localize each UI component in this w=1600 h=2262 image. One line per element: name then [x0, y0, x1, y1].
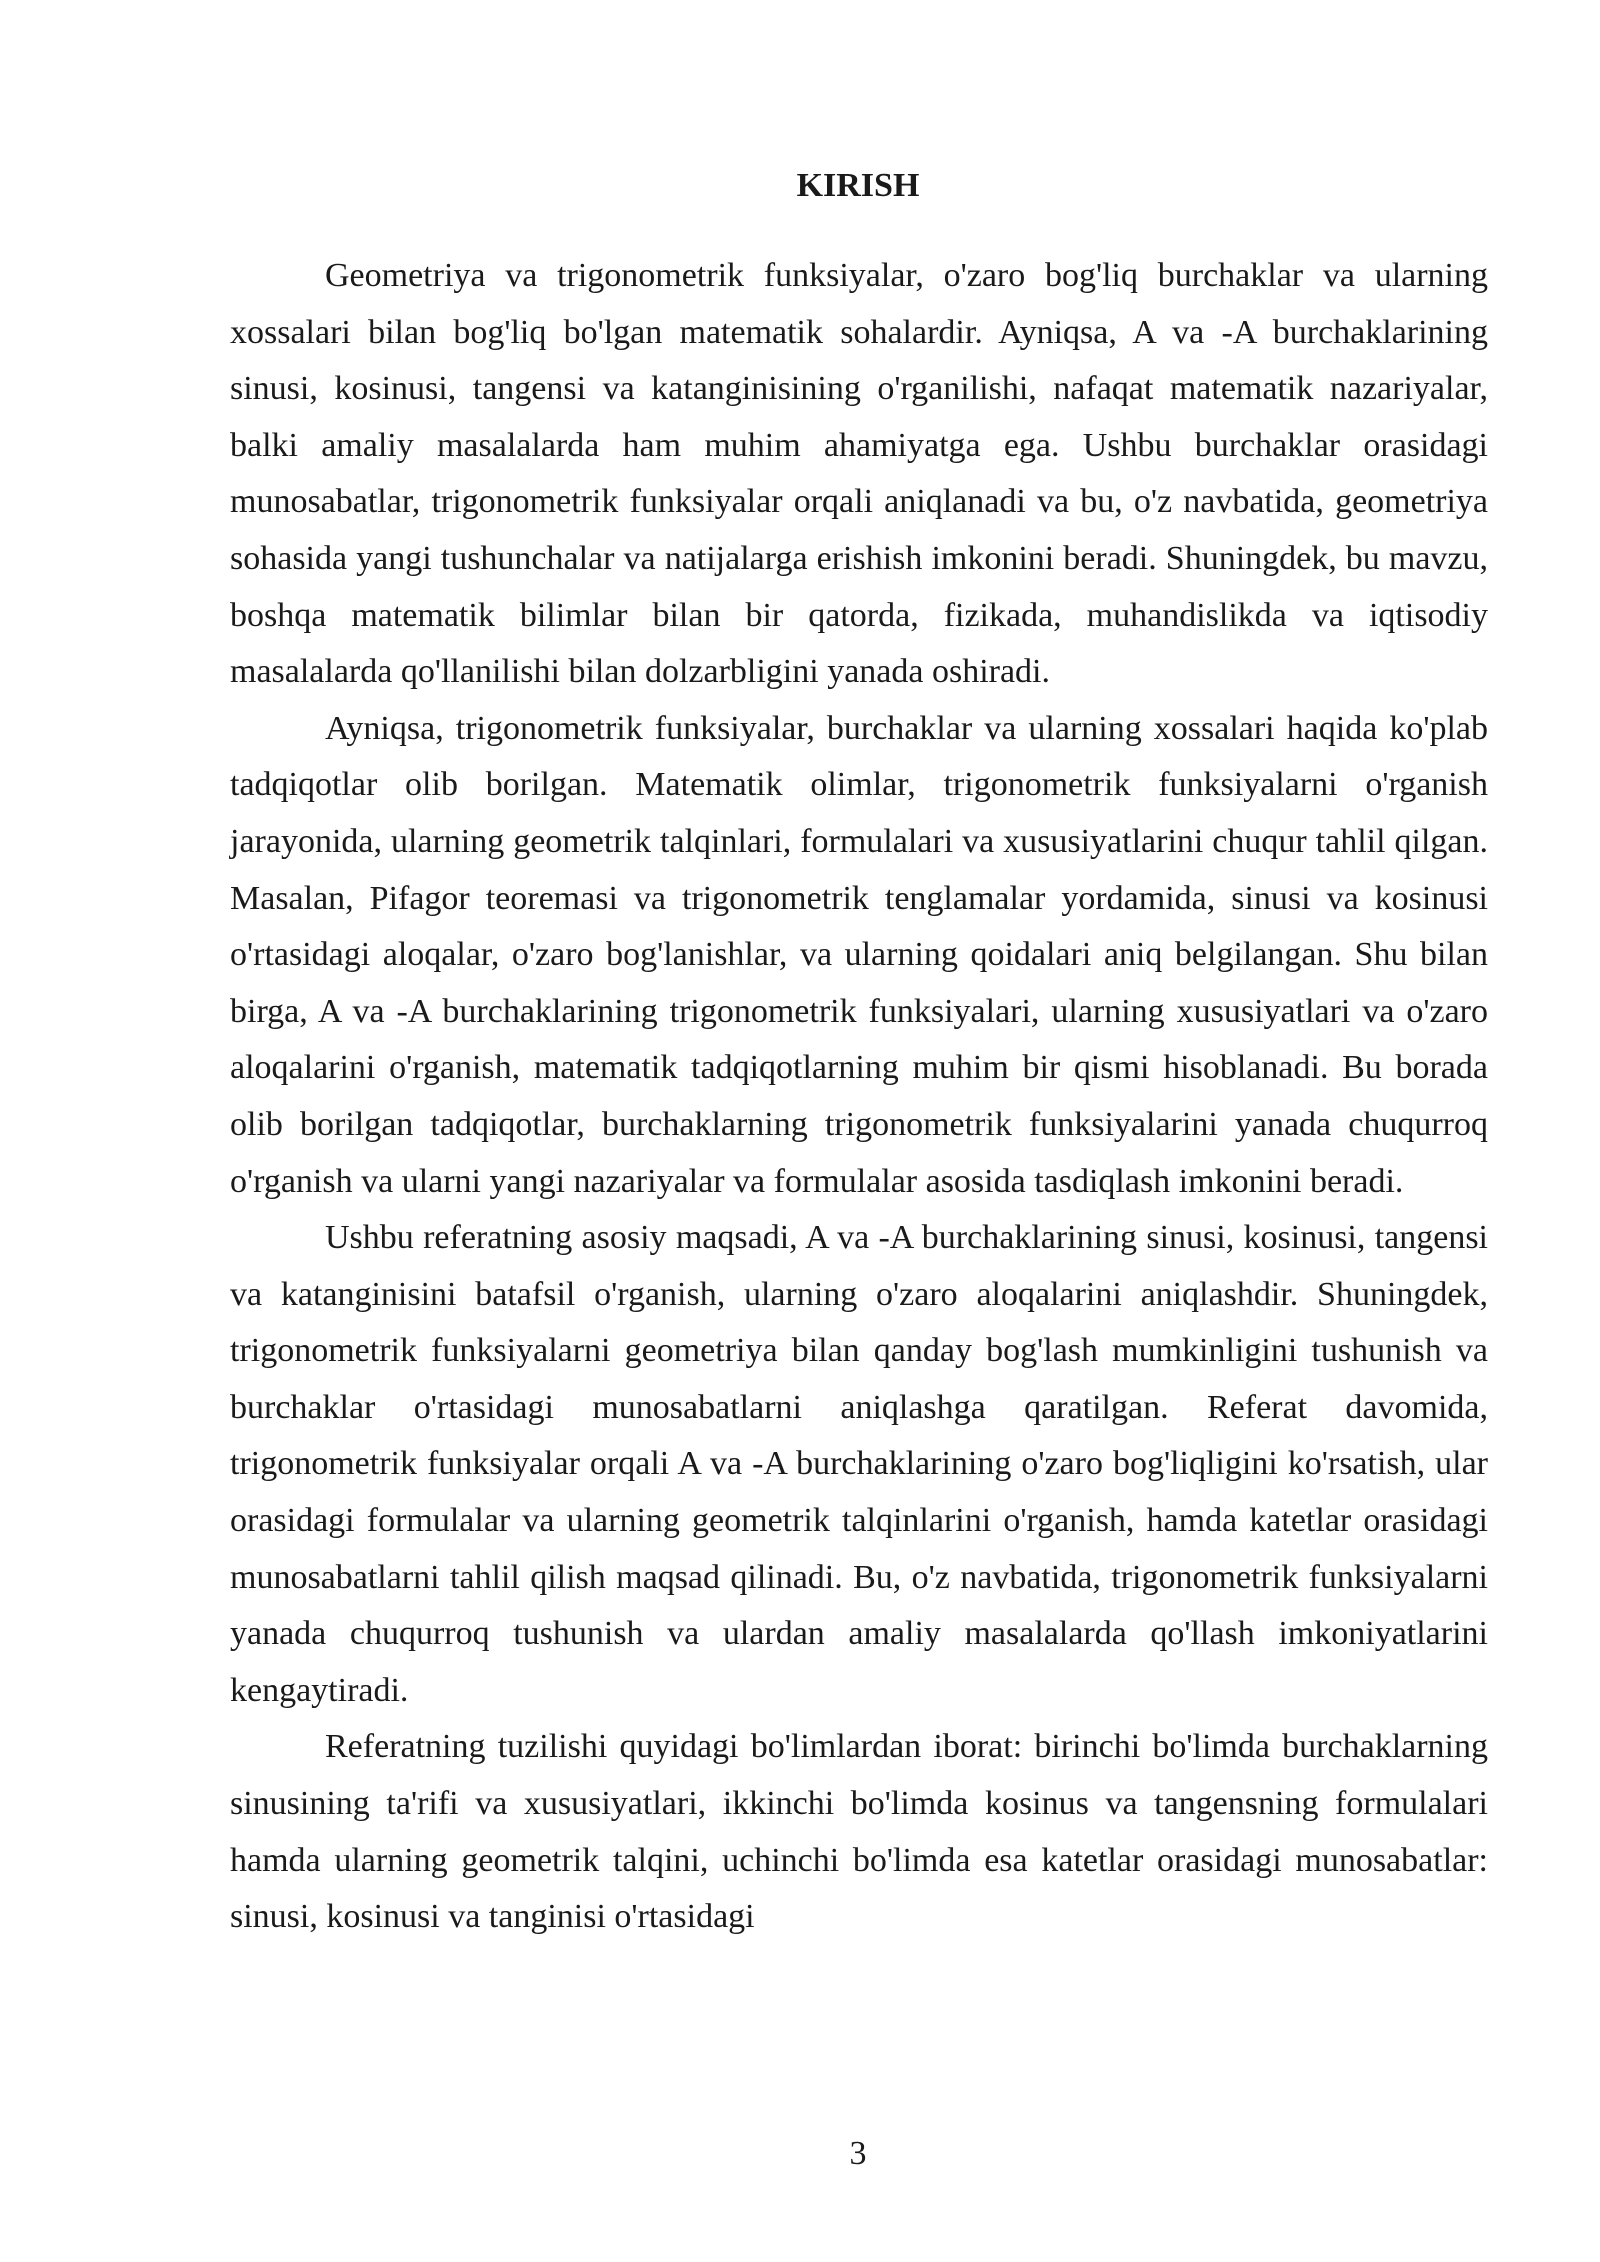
body-text: [230, 248, 1488, 1946]
paragraph-3: Ushbu referatning asosiy maqsadi, A va -A burchaklarining sinusi, kosinusi, tangensi va katanginisini batafsil o'rganish, ularning o'zaro aloqalarini aniqlashdir. Shuningdek, trigonometrik funksiyalarni geometriya bilan qanday bog'lash mumkinligini tushunish va burchaklar o'rtasidagi munosabatlarni aniqlashga qaratilgan. Referat davomida, trigonometrik funksiyalar orqali A va -A burchaklarining o'zaro bog'liqligini ko'rsatish, ular orasidagi formulalar va ularning geometrik talqinlarini o'rganish, hamda katetlar orasidagi munosabatlarni tahlil qilish maqsad qilinadi. Bu, o'z navbatida, trigonometrik funksiyalarni yanada chuqurroq tushunish va ulardan amaliy masalalarda qo'llash imkoniyatlarini kengaytiradi.: [230, 1219, 1488, 1709]
paragraph-4: Referatning tuzilishi quyidagi bo'limlardan iborat: birinchi bo'limda burchaklarning sinusining ta'rifi va xususiyatlari, ikkinchi bo'limda kosinus va tangensning formulalari hamda ularning geometrik talqini, uchinchi bo'limda esa katetlar orasidagi munosabatlar: sinusi, kosinusi va tanginisi o'rtasidagi: [230, 1728, 1488, 1936]
paragraph-2: Ayniqsa, trigonometrik funksiyalar, burchaklar va ularning xossalari haqida ko'plab tadqiqotlar olib borilgan. Matematik olimlar, trigonometrik funksiyalarni o'rganish jarayonida, ularning geometrik talqinlari, formulalari va xususiyatlarini chuqur tahlil qilgan. Masalan, Pifagor teoremasi va trigonometrik tenglamalar yordamida, sinusi va kosinusi o'rtasidagi aloqalar, o'zaro bog'lanishlar, va ularning qoidalari aniq belgilangan. Shu bilan birga, A va -A burchaklarining trigonometrik funksiyalari, ularning xususiyatlari va o'zaro aloqalarini o'rganish, matematik tadqiqotlarning muhim bir qismi hisoblanadi. Bu borada olib borilgan tadqiqotlar, burchaklarning trigonometrik funksiyalarini yanada chuqurroq o'rganish va ularni yangi nazariyalar va formulalar asosida tasdiqlash imkonini beradi.: [230, 709, 1488, 1200]
paragraph-1: Geometriya va trigonometrik funksiyalar, o'zaro bog'liq burchaklar va ularning xossalari bilan bog'liq bo'lgan matematik sohalardir. Ayniqsa, A va -A burchaklarining sinusi, kosinusi, tangensi va katanginisining o'rganilishi, nafaqat matematik nazariyalar, balki amaliy masalalarda ham muhim ahamiyatga ega. Ushbu burchaklar orasidagi munosabatlar, trigonometrik funksiyalar orqali aniqlanadi va bu, o'z navbatida, geometriya sohasida yangi tushunchalar va natijalarga erishish imkonini beradi. Shuningdek, bu mavzu, boshqa matematik bilimlar bilan bir qatorda, fizikada, muhandislikda va iqtisodiy masalalarda qo'llanilishi bilan dolzarbligini yanada oshiradi.: [230, 257, 1488, 691]
section-title: KIRISH: [796, 167, 920, 204]
page-number: 3: [849, 2135, 867, 2172]
